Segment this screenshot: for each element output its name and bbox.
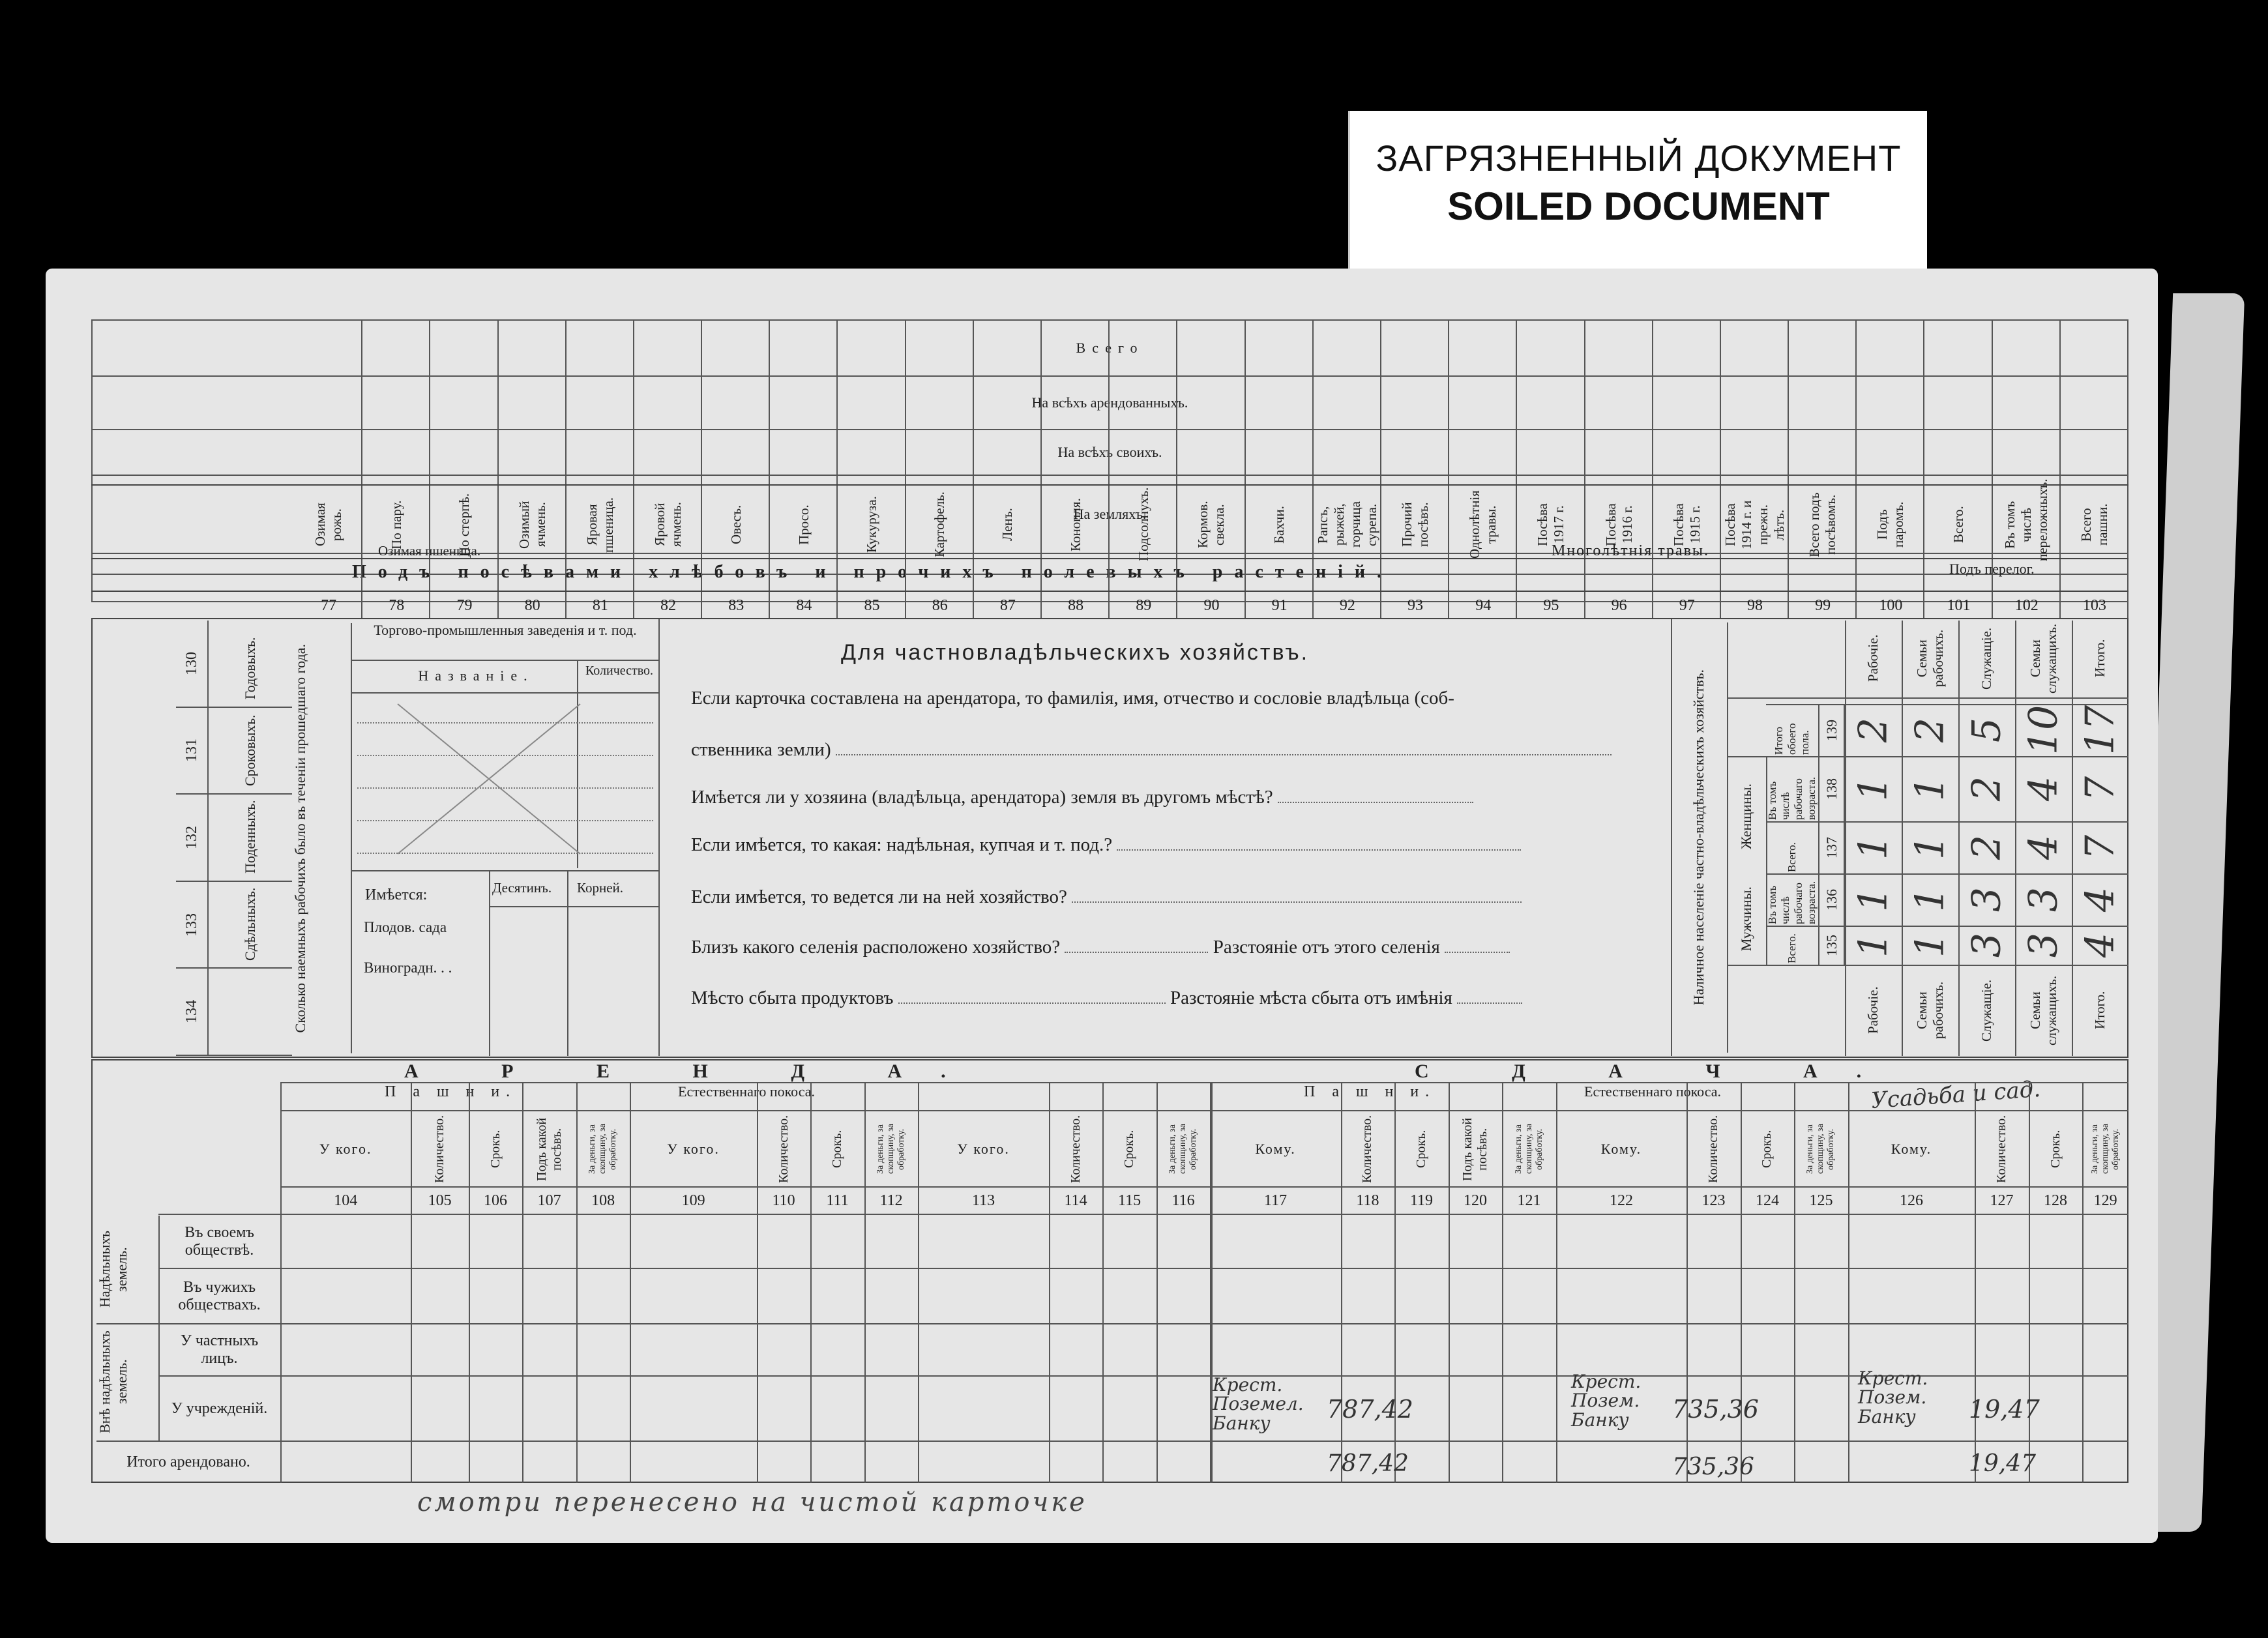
lease-col-number: 109: [681, 1192, 705, 1209]
lease-col-number: 124: [1755, 1192, 1779, 1209]
pop-col-footer: Рабочiе.: [1865, 986, 1881, 1034]
crop-column-label: [1924, 486, 1992, 564]
crop-label-text: Кормов. свекла.: [1195, 501, 1228, 549]
crop-column: [295, 319, 362, 619]
grid-line: [91, 591, 2128, 592]
crop-column: [1381, 319, 1449, 619]
lease-col-header: Кому.: [1891, 1140, 1932, 1157]
crop-column-number: 84: [796, 597, 812, 614]
hired-label: Сдѣльныхъ.: [209, 882, 292, 969]
pop-row-label: Въ томъ числѣ рабочаго возраста.: [1766, 776, 1818, 820]
handwritten-count: 7: [2077, 834, 2123, 860]
lease-col-header: За деньги, за скопщину, за обработку.: [1513, 1124, 1544, 1174]
handwritten-count: 3: [2020, 932, 2067, 958]
row-label: На всѣхъ своихъ.: [92, 430, 2128, 475]
lease-col-header: Срокъ.: [2048, 1130, 2063, 1168]
crop-label-text: Озимый ячмень.: [516, 501, 548, 549]
hand-to-1: Крест. Поземел. Банку: [1213, 1374, 1304, 1434]
crop-label-text: Подсолнухъ.: [1135, 487, 1151, 561]
lease-row-label: У частныхъ лицъ.: [158, 1323, 280, 1375]
crop-column: [838, 319, 906, 619]
crop-label-text: Ленъ.: [999, 508, 1016, 542]
crop-column-label: [838, 486, 906, 564]
trade-title: Торгово-промышленныя заведенiя и т. под.: [374, 622, 637, 638]
lease-row-label: У учрежденiй.: [158, 1375, 280, 1441]
crop-label-text: Всего подъ посѣвомъ.: [1806, 492, 1839, 557]
crop-column-number: 80: [524, 597, 540, 614]
lease-col-header: Количество.: [1705, 1115, 1720, 1183]
crop-column-number: 90: [1203, 597, 1220, 614]
question-land-type: Если имѣется, то какая: надѣльная, купчая и т. под.?: [691, 834, 1521, 856]
pop-row-number: 136: [1818, 873, 1845, 926]
pop-col-footer: Итого.: [2092, 991, 2108, 1030]
lease-col-header: Срокъ.: [1414, 1130, 1428, 1168]
crop-column: [1517, 319, 1585, 619]
handwritten-count: 2: [1964, 834, 2010, 860]
handwritten-count: 3: [1964, 932, 2010, 958]
crop-label-text: Всего.: [1951, 506, 1967, 544]
hired-number: 133: [176, 882, 209, 969]
crop-column-number: 99: [1815, 597, 1831, 614]
crop-column-label: [1517, 486, 1585, 564]
crop-column-number: 97: [1679, 597, 1695, 614]
crop-column-number: 78: [389, 597, 405, 614]
pop-row-label: Итого обоего пола.: [1773, 723, 1811, 755]
crop-label-text: Яровой ячмень.: [652, 502, 684, 548]
crop-column-number: 101: [1947, 597, 1971, 614]
garden-vine: Виноградн. . .: [364, 959, 452, 976]
men-label: Мужчины.: [1727, 873, 1767, 965]
lease-col-header: Срокъ.: [830, 1130, 845, 1168]
lease-col-header: Срокъ.: [1760, 1130, 1775, 1168]
crop-column-number: 100: [1879, 597, 1903, 614]
pop-col-header: Семьи рабочихъ.: [1913, 629, 1946, 687]
lease-col-number: 106: [484, 1192, 508, 1209]
arenda-pokos: Естественнаго покоса.: [678, 1083, 816, 1100]
women-label: Женщины.: [1727, 756, 1767, 875]
lease-col-header: Подъ какой посѣвъ.: [534, 1117, 564, 1181]
handwritten-count: 1: [1850, 932, 1896, 958]
question-other-land: Имѣется ли у хозяина (владѣльца, арендатора) земля въ другомъ мѣстѣ?: [691, 787, 1473, 808]
crop-column: [499, 319, 567, 619]
crop-column-label: [499, 486, 567, 564]
lease-col-header: Кому.: [1600, 1140, 1642, 1157]
lease-col-header: Количество.: [776, 1115, 791, 1183]
crop-label-text: По стерпѣ.: [456, 493, 472, 557]
stamp-line-ru: ЗАГРЯЗНЕННЫЙ ДОКУМЕНТ: [1376, 138, 1902, 179]
handwritten-count: 1: [1907, 886, 1953, 913]
crop-column: [1314, 319, 1381, 619]
crop-column-label: [1585, 486, 1653, 564]
hand-total-2: 735,36: [1672, 1454, 1754, 1480]
crop-column-number: 82: [660, 597, 676, 614]
crop-column-label: [1042, 486, 1110, 564]
crop-column: [1042, 319, 1110, 619]
pop-row-number: 138: [1818, 756, 1845, 821]
grid-line: [280, 1375, 2128, 1377]
lease-col-number: 111: [826, 1192, 849, 1209]
lease-col-header: Количество.: [1994, 1115, 2009, 1183]
soiled-document-stamp: [1348, 111, 1927, 277]
crop-column-label: [1381, 486, 1449, 564]
pop-col-footer: Служащiе.: [1979, 979, 1994, 1042]
lease-col-number: 114: [1064, 1192, 1087, 1209]
garden-roots: Корней.: [577, 880, 624, 896]
crop-label-text: Посѣва 1916 г.: [1602, 503, 1635, 546]
grid-line: [280, 1323, 2128, 1324]
hired-label: Поденныхъ.: [209, 795, 292, 882]
crop-column: [1857, 319, 1924, 619]
lease-col-header: Количество.: [1360, 1115, 1375, 1183]
pop-col-footer: Семьи служащихъ.: [2027, 975, 2059, 1046]
lease-col-number: 110: [772, 1192, 795, 1209]
crop-column-number: 103: [2082, 597, 2106, 614]
hand-qty-1: 787,42: [1327, 1395, 1413, 1424]
lease-col-header: За деньги, за скопщину, за обработку.: [587, 1124, 619, 1174]
handwritten-count: 1: [1850, 834, 1896, 860]
lease-col-number: 129: [2093, 1192, 2117, 1209]
pop-col-header: Служащiе.: [1979, 626, 1994, 690]
lease-col-number: 120: [1464, 1192, 1488, 1209]
crop-column-number: 98: [1746, 597, 1763, 614]
question-owner: Если карточка составлена на арендатора, то фамилiя, имя, отчество и сословiе владѣльца (соб-: [691, 688, 1454, 709]
question-farming: Если имѣется, то ведется ли на ней хозяйство?: [691, 886, 1522, 908]
handwritten-count: 7: [2077, 776, 2123, 802]
crop-column-number: 96: [1611, 597, 1627, 614]
hand-to-3: Крест. Позем. Банку: [1858, 1367, 1928, 1427]
crop-column: [2061, 319, 2128, 619]
population-title: Наличное населенiе частно-владѣльческихъ хозяйствъ.: [1671, 622, 1728, 1053]
crop-column-label: [1246, 486, 1314, 564]
crop-column-number: 91: [1271, 597, 1288, 614]
crop-label-text: Яровая пшеница.: [583, 497, 616, 553]
pop-row-number: 137: [1818, 821, 1845, 873]
grid-line: [280, 1186, 2128, 1188]
crop-column: [1177, 319, 1245, 619]
row-label: На земляхъ.: [92, 475, 2128, 553]
crop-column: [1585, 319, 1653, 619]
hired-label: Годовыхъ.: [209, 621, 292, 708]
lease-col-number: 123: [1701, 1192, 1726, 1209]
crop-column-number: 77: [321, 597, 337, 614]
crop-column: [770, 319, 838, 619]
grid-line: [91, 558, 2128, 559]
crop-column-label: [1653, 486, 1721, 564]
handwritten-count: 1: [1850, 776, 1896, 802]
hired-number: 130: [176, 621, 209, 708]
pop-row-number: 139: [1818, 704, 1845, 756]
crop-column-label: [1449, 486, 1517, 564]
garden-have: Имѣется:: [365, 886, 428, 903]
crop-column-number: 86: [932, 597, 948, 614]
handwritten-count: 2: [1850, 717, 1896, 743]
handwritten-count: 4: [2077, 886, 2123, 913]
lease-col-number: 112: [879, 1192, 903, 1209]
grid-line: [91, 484, 2128, 486]
crop-label-text: Всего пашни.: [2078, 503, 2110, 546]
lease-col-header: Кому.: [1255, 1140, 1296, 1157]
crop-column-label: [1314, 486, 1381, 564]
crop-column-number: 85: [864, 597, 880, 614]
grid-line: [280, 1110, 2128, 1111]
pop-row-label: Всего.: [1786, 933, 1798, 963]
crop-label-text: Бахчи.: [1271, 506, 1288, 544]
handwritten-count: 2: [1964, 776, 2010, 802]
row-label: На всѣхъ арендованныхъ.: [92, 376, 2128, 430]
hand-qty-2: 735,36: [1672, 1395, 1759, 1424]
sdacha-pokos: Естественнаго покоса.: [1584, 1083, 1722, 1100]
lease-col-number: 125: [1809, 1192, 1833, 1209]
crop-column: [974, 319, 1042, 619]
lease-col-number: 119: [1409, 1192, 1434, 1209]
arenda-pashni: П а ш н и.: [385, 1083, 517, 1100]
crop-column-label: [295, 486, 362, 564]
crop-column-label: [430, 486, 498, 564]
lease-col-header: У кого.: [957, 1140, 1010, 1157]
crop-column-label: [2061, 486, 2128, 564]
crop-column-label: [770, 486, 838, 564]
crop-label-text: Прочий посѣвъ.: [1399, 502, 1432, 548]
crop-column: [1449, 319, 1517, 619]
pop-row-label: Въ томъ числѣ рабочаго возраста.: [1766, 881, 1818, 924]
handwritten-count: 4: [2020, 834, 2067, 860]
hired-label: Сроковыхъ.: [209, 708, 292, 795]
lease-col-header: У кого.: [667, 1140, 720, 1157]
crop-column: [702, 319, 770, 619]
crop-column-number: 79: [456, 597, 473, 614]
handwritten-count: 1: [1907, 776, 1953, 802]
lease-col-number: 105: [428, 1192, 452, 1209]
hand-to-2: Крест. Позем. Банку: [1571, 1371, 1642, 1431]
hand-total-1: 787,42: [1327, 1450, 1409, 1477]
crop-column: [906, 319, 974, 619]
crop-column-label: [1789, 486, 1857, 564]
lease-col-header: За деньги, за скопщину, за обработку.: [1805, 1124, 1836, 1174]
stamp-line-en: SOILED DOCUMENT: [1447, 184, 1830, 228]
pop-col-footer: Семьи рабочихъ.: [1913, 981, 1946, 1040]
crop-label-text: Овесъ.: [728, 505, 744, 545]
crop-label-text: Озимая рожь.: [312, 503, 345, 547]
lease-row-label: Въ чужихъ обществахъ.: [158, 1268, 280, 1323]
crop-label-text: Посѣва 1917 г.: [1535, 503, 1567, 546]
hand-total-3: 19,47: [1969, 1450, 2037, 1477]
hand-note: смотри перенесено на чистой карточке: [417, 1487, 1087, 1517]
crop-label-text: Однолѣтнiя травы.: [1467, 490, 1499, 559]
question-village: Близъ какого селенiя расположено хозяйство? Разстоянiе отъ этого селенiя: [691, 937, 1510, 958]
handwritten-count: 1: [1907, 834, 1953, 860]
cross-out-mark: [391, 697, 587, 860]
handwritten-count: 17: [2077, 705, 2123, 755]
crop-column: [1924, 319, 1992, 619]
crop-label-text: Посѣва 1915 г.: [1670, 503, 1703, 546]
crop-column: [1110, 319, 1177, 619]
crop-column-label: [974, 486, 1042, 564]
handwritten-count: 4: [2020, 776, 2067, 802]
lease-col-number: 126: [1899, 1192, 1923, 1209]
handwritten-count: 1: [1907, 932, 1953, 958]
lease-col-number: 127: [1990, 1192, 2014, 1209]
lease-col-number: 118: [1356, 1192, 1379, 1209]
crop-label-text: Просо.: [795, 505, 812, 545]
crop-label-text: Картофель.: [932, 491, 948, 558]
hired-number: 132: [176, 795, 209, 882]
crop-column-label: [1993, 478, 2061, 564]
lease-col-header: За деньги, за скопщину, за обработку.: [1168, 1124, 1199, 1174]
crop-column-number: 81: [592, 597, 608, 614]
crop-column: [1653, 319, 1721, 619]
hand-qty-3: 19,47: [1969, 1395, 2040, 1424]
handwritten-count: 3: [2020, 886, 2067, 913]
crop-column-label: [1110, 486, 1177, 564]
crop-column-label: [634, 486, 702, 564]
perelog-group-label: Подъ перелог.: [1949, 561, 2035, 577]
crop-column-label: [567, 486, 634, 564]
crop-column-number: 83: [728, 597, 744, 614]
handwritten-count: 5: [1964, 717, 2010, 743]
ozimaya-group-label: Озимая пшеница.: [378, 543, 481, 559]
group-nadel: Надѣльныхъ земель.: [96, 1216, 160, 1324]
lease-col-number: 108: [591, 1192, 615, 1209]
crop-label-text: Въ томъ числѣ переложныхъ.: [2002, 478, 2051, 561]
crop-label-text: Подъ паромъ.: [1874, 501, 1907, 548]
crop-column-label: [362, 486, 430, 564]
arenda-title: А Р Е Н Д А.: [404, 1060, 985, 1082]
lease-col-header: Подъ какой посѣвъ.: [1460, 1117, 1490, 1181]
crop-column-number: 95: [1543, 597, 1559, 614]
lease-col-number: 107: [537, 1192, 561, 1209]
lease-row-label: Въ своемъ обществѣ.: [158, 1214, 280, 1268]
lease-col-header: У кого.: [319, 1140, 372, 1157]
garden-dess: Десятинъ.: [492, 880, 552, 896]
crop-column: [1246, 319, 1314, 619]
pop-row-label: Всего.: [1786, 842, 1798, 872]
crop-column-number: 92: [1339, 597, 1355, 614]
lease-col-header: Срокъ.: [1122, 1130, 1137, 1168]
grid-line: [1727, 697, 2128, 699]
sdacha-title: С Д А Ч А.: [1415, 1060, 1901, 1082]
trade-box: [352, 619, 660, 1056]
crop-column-label: [1721, 486, 1789, 564]
pop-col-header: Рабочiе.: [1865, 634, 1881, 682]
mnogolet-group-label: Многолѣтнiя травы.: [1552, 542, 1710, 559]
crop-column: [1993, 319, 2061, 619]
crop-column-number: 87: [999, 597, 1016, 614]
usadba-handwritten: Усадьба и сад.: [1870, 1075, 2042, 1115]
crop-column-number: 89: [1136, 597, 1152, 614]
crop-column-label: [1857, 486, 1924, 564]
sdacha-pashni: П а ш н и.: [1304, 1083, 1436, 1100]
handwritten-count: 2: [1907, 717, 1953, 743]
lease-col-header: Количество.: [432, 1115, 447, 1183]
crop-column-label: [906, 486, 974, 564]
crop-column-number: 94: [1475, 597, 1492, 614]
crop-label-text: По пару.: [388, 500, 404, 549]
question-owner-cont: ственника земли): [691, 739, 1612, 761]
lease-col-header: За деньги, за скопщину, за обработку.: [876, 1124, 907, 1174]
handwritten-count: 10: [2020, 705, 2067, 755]
crop-label-text: Посѣва 1914 г. и прежн. лѣтъ.: [1722, 500, 1787, 549]
crop-label-text: Конопля.: [1067, 498, 1083, 551]
crop-column: [362, 319, 430, 619]
crop-column-number: 93: [1407, 597, 1424, 614]
group-vne: Внѣ надѣльныхъ земель.: [96, 1323, 160, 1442]
lease-col-number: 117: [1263, 1192, 1288, 1209]
row-label: Всего: [92, 320, 2128, 376]
crops-strip-caption: Подъ посѣвами хлѣбовъ и прочихъ полевыхъ растенiй.: [352, 562, 1394, 582]
handwritten-count: 1: [1850, 886, 1896, 913]
crop-column-number: 102: [2014, 597, 2039, 614]
lease-col-header: За деньги, за скопщину, за обработку.: [2089, 1124, 2121, 1174]
lease-col-number: 115: [1117, 1192, 1141, 1209]
hired-question: Сколько наемныхъ рабочихъ было въ теченiи прошедшаго года.: [292, 623, 352, 1053]
crop-column-label: [702, 486, 770, 564]
lease-col-number: 122: [1609, 1192, 1633, 1209]
grid-line: [280, 1214, 2128, 1215]
lease-col-header: Срокъ.: [488, 1130, 503, 1168]
lease-row-label: Итого арендовано.: [96, 1441, 280, 1483]
pop-col-header: Итого.: [2092, 639, 2108, 677]
hired-label: [209, 969, 292, 1056]
pop-row-number: 135: [1818, 926, 1845, 965]
lease-col-number: 104: [334, 1192, 358, 1209]
hired-number: 134: [176, 969, 209, 1056]
lease-col-number: 121: [1517, 1192, 1541, 1209]
grid-line: [280, 1268, 2128, 1269]
lease-col-number: 116: [1171, 1192, 1195, 1209]
pop-col-header: Семьи служащихъ.: [2027, 622, 2059, 694]
crop-column-number: 88: [1068, 597, 1084, 614]
trade-name-header: Названiе.: [418, 667, 534, 684]
crop-column-label: [1177, 486, 1245, 564]
crop-column: [567, 319, 634, 619]
crop-label-text: Рапсъ, рыжей, горчица сурепа.: [1314, 501, 1379, 548]
trade-qty-header: Количество.: [585, 664, 654, 678]
question-market: Мѣсто сбыта продуктовъ Разстоянiе мѣста сбыта отъ имѣнiя: [691, 987, 1522, 1009]
crop-column: [634, 319, 702, 619]
lease-col-header: Количество.: [1068, 1115, 1083, 1183]
grid-line: [280, 1441, 2128, 1442]
crop-column: [1721, 319, 1789, 619]
crop-column: [430, 319, 498, 619]
handwritten-count: 3: [1964, 886, 2010, 913]
private-title: Для частновладѣльческихъ хозяйствъ.: [841, 640, 1310, 665]
crop-label-text: Кукуруза.: [864, 496, 880, 553]
hired-number: 131: [176, 708, 209, 795]
lease-col-number: 128: [2044, 1192, 2067, 1209]
garden-fruit: Плодов. сада: [364, 919, 447, 935]
crop-column: [1789, 319, 1857, 619]
handwritten-count: 4: [2077, 932, 2123, 958]
lease-col-number: 113: [972, 1192, 995, 1209]
